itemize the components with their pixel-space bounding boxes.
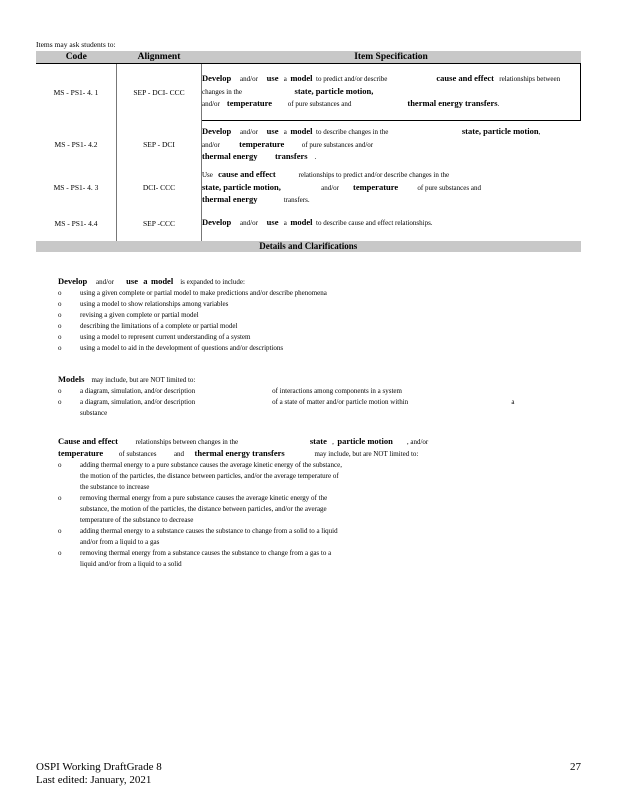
page-footer	[36, 761, 162, 787]
row-spec: Use cause and effect relationships to predict and/or describe changes in the state, particle motion, and/or temperature of pure substances and thermal energy transfers.	[202, 169, 481, 204]
sub-bullet-icon: o	[58, 300, 62, 308]
footer-grade-label: Grade 8	[126, 761, 162, 773]
list-item: a diagram, simulation, and/or description of interactions among components in a system	[80, 387, 402, 395]
footer-last-edited: Last edited: January, 2021	[36, 774, 152, 786]
sub-bullet-icon: o	[58, 549, 62, 557]
list-item: using a given complete or partial model to make predictions and/or describe phenomena	[80, 289, 327, 297]
table-row	[36, 121, 581, 170]
table-row	[36, 207, 581, 241]
row-alignment: SEP - DCI- CCC	[117, 64, 202, 121]
details-develop: Develop and/or use a model is expanded to include: o using a given complete or partial model to make predictions and/or describe phenomena o using a model to show relationships among variables o revising a given complete or partial model o describing the limitations of a complete or partial model o using a model to represent current understanding of a system o using a model to aid in the development of questions and/or descriptions	[44, 276, 564, 354]
details-cause-and-effect: Cause and effect relationships between changes in the state , particle motion , and/or temperature of substances and thermal energy transfers may include, but are NOT limited to: o adding thermal energy to a pure substance causes the average kinetic energy of the substance, the motion of the particles, the distance between particles, and/or the average temperature of the substance to increase o removing thermal energy from a pure substance causes the average kinetic energy of the substance, the motion of the particles, the distance between particles, and/or the average temperature of the substance to decrease o adding thermal energy to a substance causes the substance to change from a solid to a liquid and/or from a liquid to a gas o removing thermal energy from a substance causes the substance to change from a gas to a liquid and/or from a liquid to a solid	[44, 436, 564, 570]
row-code: MS - PS1- 4.2	[36, 121, 117, 170]
list-item: a diagram, simulation, and/or description of a state of matter and/or particle motion within a substance	[80, 398, 515, 417]
list-item: adding thermal energy to a pure substance causes the average kinetic energy of the substance, the motion of the particles, the distance between particles, and/or the average temperature of the substance to increase	[80, 461, 342, 491]
list-item: using a model to show relationships among variables	[80, 300, 229, 308]
sub-bullet-icon: o	[58, 461, 62, 469]
sub-bullet-icon: o	[58, 494, 62, 502]
bullet-icon	[44, 276, 58, 288]
row-code: MS - PS1- 4.4	[36, 207, 117, 241]
list-item: removing thermal energy from a substance causes the substance to change from a gas to a liquid and/or from a liquid to a solid	[80, 549, 332, 568]
header-alignment: Alignment	[117, 51, 202, 64]
row-code: MS - PS1- 4. 1	[36, 64, 117, 121]
list-item: removing thermal energy from a pure substance causes the average kinetic energy of the substance, the motion of the particles, the distance between particles, and/or the average temperature of the substance to decrease	[80, 494, 328, 524]
row-spec: Develop and/or use a model to describe cause and effect relationships.	[202, 217, 433, 228]
list-item: describing the limitations of a complete or partial model	[80, 322, 238, 330]
bullet-icon	[44, 436, 58, 460]
footer-draft-label: OSPI Working Draft	[36, 761, 127, 773]
details-header: Details and Clarifications	[36, 241, 581, 252]
table-row	[36, 169, 581, 207]
divider	[36, 63, 581, 64]
bullet-icon	[44, 374, 58, 386]
sub-bullet-icon: o	[58, 344, 62, 352]
header-item-specification: Item Specification	[202, 51, 581, 64]
sub-bullet-icon: o	[58, 333, 62, 341]
sub-bullet-icon: o	[58, 398, 62, 406]
details-models: Models may include, but are NOT limited to: o a diagram, simulation, and/or description of interactions among components in a system o a diagram, simulation, and/or description of a state of matter and/or particle motion within a substance	[44, 374, 564, 419]
header-code: Code	[36, 51, 117, 64]
row-alignment: SEP -CCC	[117, 207, 202, 241]
sub-bullet-icon: o	[58, 322, 62, 330]
row-code: MS - PS1- 4. 3	[36, 169, 117, 207]
sub-bullet-icon: o	[58, 289, 62, 297]
table-row	[36, 64, 581, 121]
page-number: 27	[570, 761, 581, 773]
list-item: using a model to represent current understanding of a system	[80, 333, 251, 341]
row-alignment: DCI- CCC	[117, 169, 202, 207]
sub-bullet-icon: o	[58, 311, 62, 319]
row-alignment: SEP - DCI	[117, 121, 202, 170]
sub-bullet-icon: o	[58, 387, 62, 395]
row-spec: Develop and/or use a model to describe changes in the state, particle motion, and/or temperature of pure substances and/or thermal energy transfers .	[202, 121, 581, 170]
row-spec: Develop and/or use a model to predict and/or describe cause and effect relationships between changes in the state, particle motion, and/or temperature of pure substances and thermal energy transfers.	[202, 64, 581, 121]
intro-text: Items may ask students to:	[36, 40, 116, 49]
list-item: revising a given complete or partial model	[80, 311, 199, 319]
sub-bullet-icon: o	[58, 527, 62, 535]
list-item: adding thermal energy to a substance causes the substance to change from a solid to a liquid and/or from a liquid to a gas	[80, 527, 338, 546]
item-specification-table	[36, 51, 581, 252]
list-item: using a model to aid in the development of questions and/or descriptions	[80, 344, 284, 352]
